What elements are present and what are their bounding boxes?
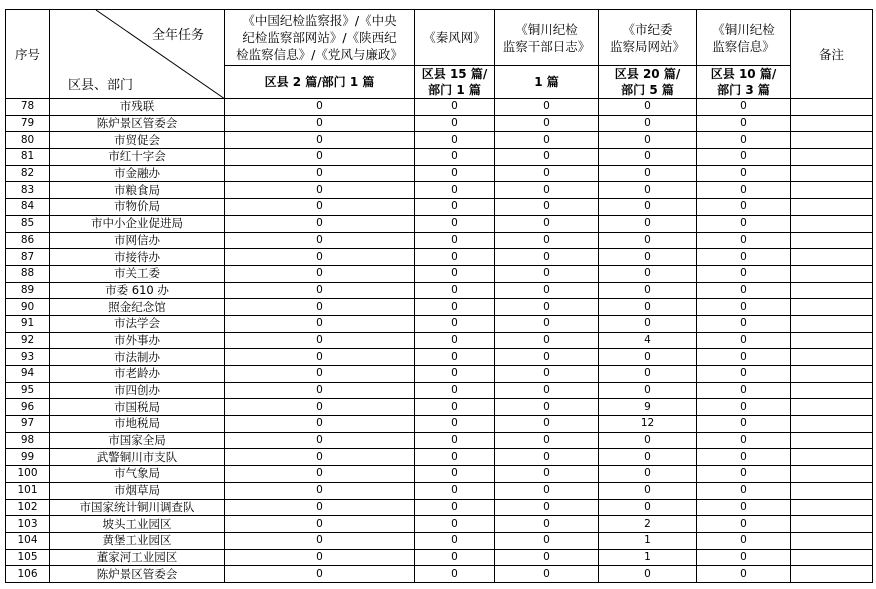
row-value-cell: 0: [599, 199, 697, 216]
table-row: [6, 432, 873, 449]
row-value-cell: 0: [415, 549, 495, 566]
row-dept-cell: 市委 610 办: [50, 282, 225, 299]
task-table: [5, 9, 873, 583]
row-value-cell: 0: [495, 366, 599, 383]
row-value-cell: 0: [415, 349, 495, 366]
table-row: [6, 132, 873, 149]
table-row: [6, 382, 873, 399]
row-remark-cell: [791, 149, 873, 166]
row-remark-cell: [791, 532, 873, 549]
row-value-cell: 0: [225, 566, 415, 583]
row-value-cell: 0: [495, 549, 599, 566]
row-seq-cell: 82: [6, 165, 50, 182]
row-dept-cell: 市国税局: [50, 399, 225, 416]
row-seq-cell: 83: [6, 182, 50, 199]
row-value-cell: 0: [697, 399, 791, 416]
row-remark-cell: [791, 115, 873, 132]
row-value-cell: 0: [225, 149, 415, 166]
row-value-cell: 0: [599, 466, 697, 483]
row-seq-cell: 100: [6, 466, 50, 483]
row-value-cell: 0: [495, 416, 599, 433]
row-value-cell: 0: [697, 332, 791, 349]
row-value-cell: 0: [225, 349, 415, 366]
row-value-cell: 0: [697, 182, 791, 199]
header-col-2-quota: [415, 66, 495, 99]
row-value-cell: 0: [697, 282, 791, 299]
row-remark-cell: [791, 132, 873, 149]
row-value-cell: 0: [599, 99, 697, 116]
row-value-cell: 0: [599, 249, 697, 266]
row-value-cell: 12: [599, 416, 697, 433]
row-value-cell: 0: [225, 516, 415, 533]
row-value-cell: 0: [495, 149, 599, 166]
row-seq-cell: 95: [6, 382, 50, 399]
row-dept-cell: 市接待办: [50, 249, 225, 266]
header-col-3-quota-line: 1 篇: [534, 75, 559, 89]
row-value-cell: 0: [225, 215, 415, 232]
row-value-cell: 0: [495, 449, 599, 466]
row-value-cell: 0: [415, 99, 495, 116]
header-col-1-quota: [225, 66, 415, 99]
row-remark-cell: [791, 499, 873, 516]
row-value-cell: 0: [697, 549, 791, 566]
header-col-5-name-line: 《铜川纪检: [712, 21, 775, 37]
row-value-cell: 0: [599, 232, 697, 249]
table-row: [6, 499, 873, 516]
row-value-cell: 0: [225, 532, 415, 549]
row-dept-cell: 市外事办: [50, 332, 225, 349]
row-value-cell: 0: [495, 115, 599, 132]
row-value-cell: 0: [225, 432, 415, 449]
table-row: [6, 249, 873, 266]
row-value-cell: 0: [225, 416, 415, 433]
row-value-cell: 0: [415, 165, 495, 182]
table-row: [6, 215, 873, 232]
row-remark-cell: [791, 265, 873, 282]
table-row: [6, 349, 873, 366]
row-remark-cell: [791, 566, 873, 583]
row-remark-cell: [791, 466, 873, 483]
task-table-container: [5, 9, 872, 583]
header-col-1-name-line: 纪检监察部网站》/《陕西纪: [242, 30, 397, 45]
row-remark-cell: [791, 165, 873, 182]
row-seq-cell: 91: [6, 315, 50, 332]
row-value-cell: 0: [599, 432, 697, 449]
row-remark-cell: [791, 99, 873, 116]
row-value-cell: 0: [599, 282, 697, 299]
row-seq-cell: 106: [6, 566, 50, 583]
row-value-cell: 0: [495, 299, 599, 316]
row-dept-cell: 陈炉景区管委会: [50, 566, 225, 583]
row-value-cell: 0: [697, 366, 791, 383]
table-row: [6, 399, 873, 416]
table-row: [6, 532, 873, 549]
header-col-5-quota: [697, 66, 791, 99]
row-value-cell: 0: [697, 516, 791, 533]
row-value-cell: 0: [599, 265, 697, 282]
row-dept-cell: 陈炉景区管委会: [50, 115, 225, 132]
row-value-cell: 0: [495, 466, 599, 483]
row-dept-cell: 市物价局: [50, 199, 225, 216]
row-value-cell: 0: [415, 299, 495, 316]
row-value-cell: 0: [697, 249, 791, 266]
row-value-cell: 0: [697, 315, 791, 332]
row-value-cell: 0: [599, 499, 697, 516]
header-remark: 备注: [791, 10, 873, 99]
table-row: [6, 366, 873, 383]
row-value-cell: 0: [415, 215, 495, 232]
table-row: [6, 466, 873, 483]
row-remark-cell: [791, 315, 873, 332]
row-value-cell: 4: [599, 332, 697, 349]
row-value-cell: 0: [599, 149, 697, 166]
row-dept-cell: 市金融办: [50, 165, 225, 182]
header-col-1-quota-line: 区县 2 篇/部门 1 篇: [264, 75, 375, 89]
row-seq-cell: 96: [6, 399, 50, 416]
row-value-cell: 0: [225, 282, 415, 299]
row-value-cell: 0: [697, 349, 791, 366]
row-value-cell: 0: [599, 482, 697, 499]
row-value-cell: 0: [495, 349, 599, 366]
row-value-cell: 0: [599, 566, 697, 583]
header-col-5-quota-line: 部门 3 篇: [717, 83, 770, 97]
header-col-5-name: [697, 10, 791, 66]
header-col-4-quota-line: 区县 20 篇/: [614, 67, 681, 81]
header-annual-task: 全年任务: [151, 28, 204, 43]
header-col-2-name: [415, 10, 495, 66]
row-value-cell: 0: [415, 566, 495, 583]
row-value-cell: 0: [415, 482, 495, 499]
row-value-cell: 0: [599, 382, 697, 399]
row-value-cell: 0: [697, 299, 791, 316]
row-value-cell: 0: [225, 549, 415, 566]
row-value-cell: 0: [495, 399, 599, 416]
row-value-cell: 0: [415, 249, 495, 266]
row-value-cell: 0: [697, 416, 791, 433]
row-value-cell: 0: [225, 449, 415, 466]
row-value-cell: 0: [415, 466, 495, 483]
row-remark-cell: [791, 199, 873, 216]
row-seq-cell: 102: [6, 499, 50, 516]
header-col-3-name-line: 《铜川纪检: [515, 21, 578, 37]
row-value-cell: 0: [495, 532, 599, 549]
row-value-cell: 0: [495, 182, 599, 199]
header-col-3-name-line: 监察干部日志》: [502, 38, 591, 54]
header-col-4-name-line: 监察局网站》: [609, 38, 685, 54]
row-value-cell: 0: [697, 532, 791, 549]
row-dept-cell: 市四创办: [50, 382, 225, 399]
row-value-cell: 0: [697, 99, 791, 116]
row-value-cell: 0: [225, 199, 415, 216]
row-value-cell: 0: [495, 482, 599, 499]
row-value-cell: 0: [495, 199, 599, 216]
table-row: [6, 299, 873, 316]
row-seq-cell: 87: [6, 249, 50, 266]
row-dept-cell: 坡头工业园区: [50, 516, 225, 533]
header-col-1-name-line: 《中国纪检监察报》/《中央: [242, 13, 397, 28]
table-row: [6, 232, 873, 249]
table-row: [6, 516, 873, 533]
row-value-cell: 0: [495, 265, 599, 282]
row-seq-cell: 103: [6, 516, 50, 533]
row-value-cell: 0: [697, 132, 791, 149]
row-dept-cell: 市烟草局: [50, 482, 225, 499]
row-value-cell: 0: [495, 232, 599, 249]
row-dept-cell: 市国家统计铜川调查队: [50, 499, 225, 516]
row-remark-cell: [791, 282, 873, 299]
row-value-cell: 0: [599, 132, 697, 149]
row-remark-cell: [791, 249, 873, 266]
row-value-cell: 0: [697, 199, 791, 216]
header-col-4-quota-line: 部门 5 篇: [621, 83, 674, 97]
row-value-cell: 0: [495, 382, 599, 399]
row-value-cell: 0: [415, 416, 495, 433]
row-value-cell: 0: [415, 382, 495, 399]
table-row: [6, 566, 873, 583]
row-value-cell: 0: [495, 215, 599, 232]
row-dept-cell: 市法学会: [50, 315, 225, 332]
row-remark-cell: [791, 349, 873, 366]
row-value-cell: 0: [697, 215, 791, 232]
row-value-cell: 0: [599, 349, 697, 366]
row-value-cell: 0: [225, 99, 415, 116]
row-value-cell: 0: [415, 182, 495, 199]
row-remark-cell: [791, 332, 873, 349]
row-seq-cell: 81: [6, 149, 50, 166]
row-remark-cell: [791, 182, 873, 199]
row-seq-cell: 105: [6, 549, 50, 566]
row-value-cell: 0: [495, 249, 599, 266]
row-remark-cell: [791, 549, 873, 566]
row-dept-cell: 市网信办: [50, 232, 225, 249]
row-dept-cell: 武警铜川市支队: [50, 449, 225, 466]
row-remark-cell: [791, 382, 873, 399]
row-value-cell: 0: [415, 199, 495, 216]
table-row: [6, 315, 873, 332]
row-value-cell: 0: [599, 449, 697, 466]
table-row: [6, 482, 873, 499]
header-col-1-name: [225, 10, 415, 66]
row-remark-cell: [791, 232, 873, 249]
row-seq-cell: 92: [6, 332, 50, 349]
row-seq-cell: 101: [6, 482, 50, 499]
table-row: [6, 416, 873, 433]
header-diagonal-cell: [50, 10, 225, 99]
row-dept-cell: 照金纪念馆: [50, 299, 225, 316]
row-value-cell: 0: [415, 532, 495, 549]
row-value-cell: 0: [225, 182, 415, 199]
row-seq-cell: 80: [6, 132, 50, 149]
row-value-cell: 0: [415, 232, 495, 249]
row-value-cell: 0: [225, 332, 415, 349]
row-value-cell: 0: [495, 165, 599, 182]
row-seq-cell: 97: [6, 416, 50, 433]
row-value-cell: 0: [495, 432, 599, 449]
row-value-cell: 0: [697, 382, 791, 399]
row-seq-cell: 94: [6, 366, 50, 383]
row-value-cell: 2: [599, 516, 697, 533]
row-seq-cell: 78: [6, 99, 50, 116]
header-col-2-quota-line: 部门 1 篇: [428, 83, 481, 97]
row-value-cell: 0: [415, 149, 495, 166]
row-dept-cell: 市红十字会: [50, 149, 225, 166]
row-value-cell: 0: [599, 165, 697, 182]
table-row: [6, 149, 873, 166]
row-value-cell: 0: [415, 132, 495, 149]
row-dept-cell: 市粮食局: [50, 182, 225, 199]
row-value-cell: 0: [225, 482, 415, 499]
row-dept-cell: 市残联: [50, 99, 225, 116]
row-value-cell: 0: [697, 432, 791, 449]
table-body: [6, 99, 873, 583]
table-row: [6, 199, 873, 216]
header-col-4-quota: [599, 66, 697, 99]
table-row: [6, 282, 873, 299]
header-col-2-name-line: 《秦风网》: [423, 30, 486, 45]
row-remark-cell: [791, 299, 873, 316]
row-value-cell: 0: [225, 165, 415, 182]
table-row: [6, 115, 873, 132]
row-value-cell: 0: [225, 132, 415, 149]
row-value-cell: 0: [599, 115, 697, 132]
row-value-cell: 0: [599, 315, 697, 332]
row-value-cell: 0: [415, 366, 495, 383]
row-dept-cell: 市老龄办: [50, 366, 225, 383]
row-value-cell: 0: [599, 299, 697, 316]
row-value-cell: 9: [599, 399, 697, 416]
row-value-cell: 0: [225, 399, 415, 416]
row-value-cell: 0: [225, 466, 415, 483]
table-row: [6, 165, 873, 182]
row-dept-cell: 黄堡工业园区: [50, 532, 225, 549]
row-value-cell: 0: [225, 382, 415, 399]
row-dept-cell: 市国家全局: [50, 432, 225, 449]
row-value-cell: 0: [599, 182, 697, 199]
row-value-cell: 0: [225, 249, 415, 266]
row-value-cell: 0: [697, 482, 791, 499]
row-value-cell: 0: [225, 315, 415, 332]
row-remark-cell: [791, 516, 873, 533]
row-remark-cell: [791, 432, 873, 449]
table-row: [6, 182, 873, 199]
row-value-cell: 0: [415, 115, 495, 132]
row-value-cell: 0: [697, 149, 791, 166]
row-value-cell: 0: [415, 332, 495, 349]
row-remark-cell: [791, 449, 873, 466]
row-value-cell: 0: [415, 315, 495, 332]
row-value-cell: 1: [599, 549, 697, 566]
row-dept-cell: 市贸促会: [50, 132, 225, 149]
header-col-4-name-line: 《市纪委: [622, 21, 673, 37]
row-remark-cell: [791, 366, 873, 383]
row-value-cell: 1: [599, 532, 697, 549]
row-dept-cell: 董家河工业园区: [50, 549, 225, 566]
row-dept-cell: 市地税局: [50, 416, 225, 433]
row-value-cell: 0: [495, 315, 599, 332]
row-seq-cell: 99: [6, 449, 50, 466]
row-seq-cell: 104: [6, 532, 50, 549]
header-col-1-name-line: 检监察信息》/《党风与廉政》: [236, 47, 403, 62]
row-remark-cell: [791, 482, 873, 499]
row-value-cell: 0: [495, 566, 599, 583]
row-dept-cell: 市法制办: [50, 349, 225, 366]
row-value-cell: 0: [415, 449, 495, 466]
row-value-cell: 0: [697, 115, 791, 132]
header-district-dept: 区县、部门: [68, 78, 134, 93]
row-value-cell: 0: [495, 516, 599, 533]
header-col-3-quota: [495, 66, 599, 99]
row-value-cell: 0: [697, 265, 791, 282]
row-value-cell: 0: [697, 466, 791, 483]
row-seq-cell: 93: [6, 349, 50, 366]
row-remark-cell: [791, 399, 873, 416]
table-row: [6, 332, 873, 349]
row-remark-cell: [791, 215, 873, 232]
row-value-cell: 0: [225, 265, 415, 282]
header-col-5-quota-line: 区县 10 篇/: [710, 67, 777, 81]
row-value-cell: 0: [225, 499, 415, 516]
row-seq-cell: 84: [6, 199, 50, 216]
row-seq-cell: 88: [6, 265, 50, 282]
row-value-cell: 0: [225, 115, 415, 132]
row-value-cell: 0: [415, 499, 495, 516]
row-value-cell: 0: [697, 165, 791, 182]
header-seq: 序号: [6, 10, 50, 99]
row-seq-cell: 89: [6, 282, 50, 299]
row-value-cell: 0: [225, 366, 415, 383]
header-col-4-name: [599, 10, 697, 66]
table-row: [6, 549, 873, 566]
row-seq-cell: 98: [6, 432, 50, 449]
header-col-2-quota-line: 区县 15 篇/: [421, 67, 488, 81]
row-dept-cell: 市气象局: [50, 466, 225, 483]
table-row: [6, 449, 873, 466]
table-row: [6, 99, 873, 116]
row-value-cell: 0: [599, 215, 697, 232]
row-value-cell: 0: [697, 499, 791, 516]
row-value-cell: 0: [495, 99, 599, 116]
row-value-cell: 0: [697, 232, 791, 249]
row-value-cell: 0: [599, 366, 697, 383]
row-value-cell: 0: [697, 449, 791, 466]
row-value-cell: 0: [415, 265, 495, 282]
row-seq-cell: 90: [6, 299, 50, 316]
row-value-cell: 0: [225, 232, 415, 249]
row-value-cell: 0: [495, 332, 599, 349]
row-value-cell: 0: [225, 299, 415, 316]
table-row: [6, 265, 873, 282]
header-col-5-name-line: 监察信息》: [712, 38, 775, 54]
row-dept-cell: 市关工委: [50, 265, 225, 282]
row-dept-cell: 市中小企业促进局: [50, 215, 225, 232]
row-value-cell: 0: [415, 399, 495, 416]
row-seq-cell: 85: [6, 215, 50, 232]
row-value-cell: 0: [697, 566, 791, 583]
row-value-cell: 0: [495, 499, 599, 516]
row-value-cell: 0: [415, 516, 495, 533]
header-col-3-name: [495, 10, 599, 66]
row-seq-cell: 79: [6, 115, 50, 132]
row-value-cell: 0: [495, 282, 599, 299]
row-value-cell: 0: [415, 432, 495, 449]
row-value-cell: 0: [415, 282, 495, 299]
row-remark-cell: [791, 416, 873, 433]
row-seq-cell: 86: [6, 232, 50, 249]
row-value-cell: 0: [495, 132, 599, 149]
